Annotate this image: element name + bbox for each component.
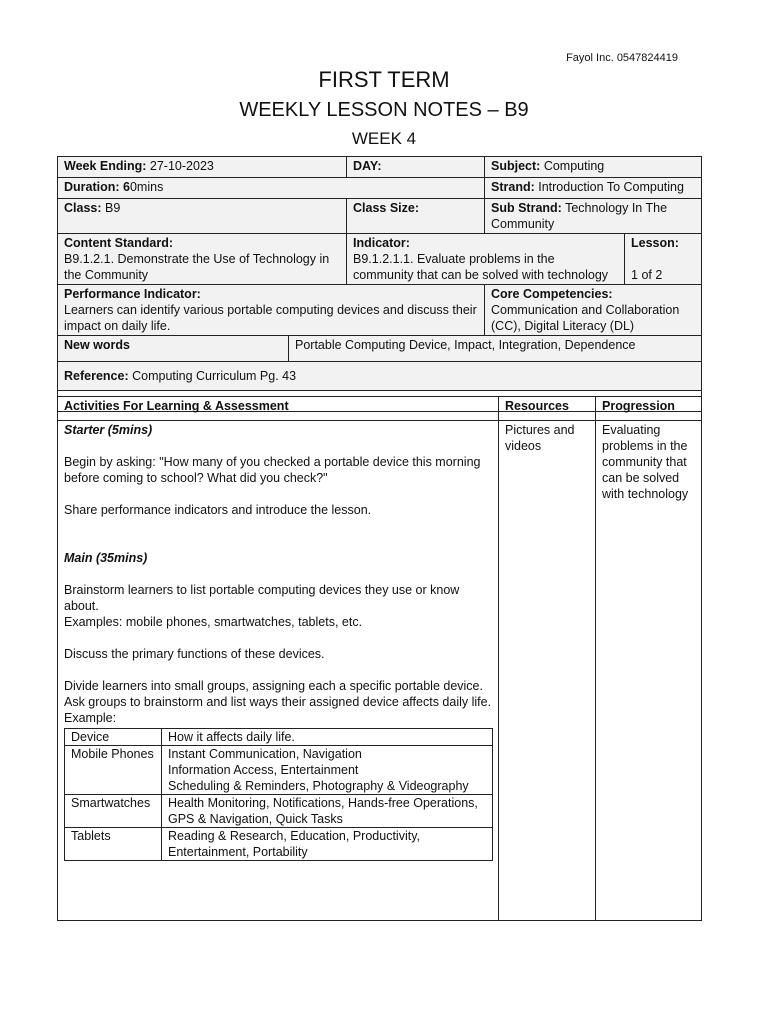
doc-title: FIRST TERM	[318, 67, 450, 92]
core-competencies-cell: Core Competencies: Communication and Collaboration (CC), Digital Literacy (DL)	[485, 285, 702, 336]
week-label: WEEK 4	[351, 129, 417, 148]
resources-header: Resources	[499, 397, 596, 421]
contact-line: Fayol Inc. 0547824419	[566, 52, 678, 64]
device-cell: Tablets	[65, 828, 162, 861]
activities-table	[57, 396, 702, 921]
starter-heading: Starter (5mins)	[64, 423, 153, 437]
duration-cell: Duration: 60mins	[58, 178, 485, 199]
new-words-label-cell: New words	[58, 336, 289, 362]
performance-indicator-cell: Performance Indicator: Learners can identify various portable computing devices and discuss their impact on daily life.	[58, 285, 485, 336]
progression-header: Progression	[596, 397, 702, 421]
device-impact-table	[64, 728, 493, 861]
class-cell: Class: B9	[58, 199, 347, 234]
doc-subtitle: WEEKLY LESSON NOTES – B9	[239, 99, 529, 121]
lesson-cell: Lesson: 1 of 2	[625, 234, 702, 285]
table-row	[65, 795, 493, 828]
device-cell: Smartwatches	[65, 795, 162, 828]
impact-cell: Instant Communication, Navigation Information Access, Entertainment Scheduling & Reminders, Photography & Videography	[162, 746, 493, 795]
main-paragraph-1b: Examples: mobile phones, smartwatches, tablets, etc.	[64, 615, 363, 629]
main-heading: Main (35mins)	[64, 551, 148, 565]
reference-cell: Reference: Computing Curriculum Pg. 43	[58, 362, 702, 391]
activities-header: Activities For Learning & Assessment	[58, 397, 499, 421]
day-cell: DAY:	[347, 157, 485, 178]
content-standard-cell: Content Standard: B9.1.2.1. Demonstrate the Use of Technology in the Community	[58, 234, 347, 285]
device-header: Device	[65, 729, 162, 746]
week-ending-cell: Week Ending: 27-10-2023	[58, 157, 347, 178]
lesson-info-table	[57, 156, 702, 412]
main-paragraph-3b: Ask groups to brainstorm and list ways their assigned device affects daily life.	[64, 695, 492, 709]
sub-strand-cell: Sub Strand: Technology In The Community	[485, 199, 702, 234]
main-paragraph-2: Discuss the primary functions of these devices.	[64, 647, 325, 661]
new-words-value-cell: Portable Computing Device, Impact, Integration, Dependence	[289, 336, 702, 362]
impact-cell: Reading & Research, Education, Productivity, Entertainment, Portability	[162, 828, 493, 861]
device-cell: Mobile Phones	[65, 746, 162, 795]
class-size-cell: Class Size:	[347, 199, 485, 234]
strand-cell: Strand: Introduction To Computing	[485, 178, 702, 199]
starter-paragraph-1: Begin by asking: "How many of you checked a portable device this morning before coming to school? What did you check?"	[64, 455, 481, 485]
resources-cell: Pictures and videos	[499, 421, 596, 921]
impact-cell: Health Monitoring, Notifications, Hands-free Operations, GPS & Navigation, Quick Tasks	[162, 795, 493, 828]
impact-header: How it affects daily life.	[162, 729, 493, 746]
table-row	[65, 746, 493, 795]
table-row	[65, 828, 493, 861]
indicator-cell: Indicator: B9.1.2.1.1. Evaluate problems in the community that can be solved with technology	[347, 234, 625, 285]
activities-body	[58, 421, 499, 921]
main-paragraph-1a: Brainstorm learners to list portable computing devices they use or know about.	[64, 583, 460, 613]
main-paragraph-3c: Example:	[64, 711, 117, 725]
starter-paragraph-2: Share performance indicators and introduce the lesson.	[64, 503, 372, 517]
progression-cell: Evaluating problems in the community that can be solved with technology	[596, 421, 702, 921]
subject-cell: Subject: Computing	[485, 157, 702, 178]
main-paragraph-3a: Divide learners into small groups, assigning each a specific portable device.	[64, 679, 483, 693]
